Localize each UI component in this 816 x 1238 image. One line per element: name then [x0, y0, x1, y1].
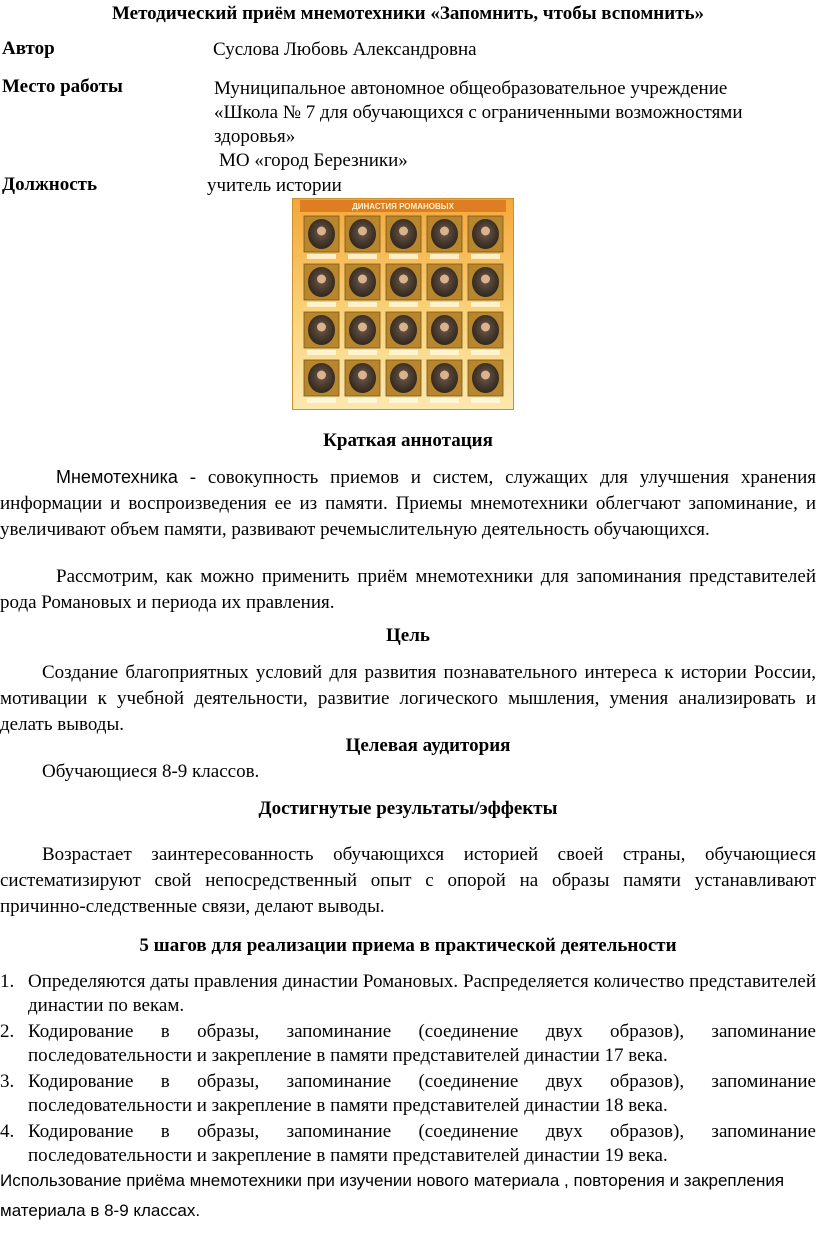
portrait-caption-plate	[430, 350, 459, 355]
goal-text: Создание благоприятных условий для развития познавательного интереса к истории России, мотивации к учебной деятельности, развитие логического мышления, умения анализировать и делать выводы.	[0, 662, 816, 735]
portrait-face	[399, 227, 408, 236]
portrait-face	[481, 227, 490, 236]
portrait-face	[440, 227, 449, 236]
portrait-face	[481, 371, 490, 380]
portrait-face	[481, 323, 490, 332]
step-item: 4. Кодирование в образы, запоминание (соединение двух образов), запоминание последовательности и закрепление в памяти представителей династии 19 века.	[0, 1121, 816, 1166]
annotation-paragraph-1	[0, 464, 816, 543]
portrait-caption-plate	[389, 350, 418, 355]
portrait-face	[358, 227, 367, 236]
step-item: 1. Определяются даты правления династии Романовых. Распределяется количество представителей династии по векам.	[0, 971, 816, 1016]
portrait-caption-plate	[348, 254, 377, 259]
portrait-caption-plate	[307, 398, 336, 403]
portrait-face	[317, 371, 326, 380]
portrait-face	[399, 275, 408, 284]
position-label: Должность	[2, 174, 98, 195]
step-item: 2. Кодирование в образы, запоминание (соединение двух образов), запоминание последовательности и закрепление в памяти представителей династии 17 века.	[0, 1021, 816, 1066]
portrait-face	[317, 227, 326, 236]
portrait-face	[358, 275, 367, 284]
author-value: Суслова Любовь Александровна	[213, 39, 477, 60]
portrait-face	[440, 275, 449, 284]
portrait-caption-plate	[430, 254, 459, 259]
workplace-value-line4: МО «город Березники»	[219, 150, 408, 171]
portrait-caption-plate	[307, 254, 336, 259]
portrait-face	[358, 323, 367, 332]
portrait-face	[399, 371, 408, 380]
portrait-face	[440, 371, 449, 380]
steps-list	[0, 970, 816, 1170]
portrait-caption-plate	[389, 302, 418, 307]
portrait-caption-plate	[307, 302, 336, 307]
poster-header: ДИНАСТИЯ РОМАНОВЫХ	[352, 202, 454, 211]
portrait-face	[317, 323, 326, 332]
goal-heading: Цель	[386, 625, 430, 646]
steps-heading: 5 шагов для реализации приема в практической деятельности	[139, 935, 677, 956]
portrait-face	[440, 323, 449, 332]
portrait-caption-plate	[471, 398, 500, 403]
portrait-caption-plate	[430, 398, 459, 403]
author-label: Автор	[2, 38, 55, 59]
portrait-face	[358, 371, 367, 380]
portrait-caption-plate	[348, 350, 377, 355]
term-mnemonics: Мнемотехника	[56, 467, 178, 487]
results-heading: Достигнутые результаты/эффекты	[258, 798, 558, 819]
portrait-caption-plate	[389, 398, 418, 403]
portrait-caption-plate	[348, 398, 377, 403]
portrait-caption-plate	[471, 302, 500, 307]
portrait-caption-plate	[471, 254, 500, 259]
audience-text: Обучающиеся 8-9 классов.	[42, 761, 260, 782]
portrait-caption-plate	[430, 302, 459, 307]
portrait-caption-plate	[307, 350, 336, 355]
closing-text: Использование приёма мнемотехники при изучении нового материала , повторения и закрепления материала в 8-9 классах.	[0, 1171, 785, 1220]
portrait-face	[317, 275, 326, 284]
results-text: Возрастает заинтересованность обучающихся историей своей страны, обучающиеся систематизируют свой непосредственный опыт с опорой на образы памяти устанавливают причинно-следственные связи, делают выводы.	[0, 844, 816, 917]
portrait-face	[399, 323, 408, 332]
step-item: 3. Кодирование в образы, запоминание (соединение двух образов), запоминание последовательности и закрепление в памяти представителей династии 18 века.	[0, 1071, 816, 1116]
audience-heading: Целевая аудитория	[345, 735, 511, 756]
portrait-caption-plate	[471, 350, 500, 355]
position-value: учитель истории	[207, 175, 342, 196]
document-title: Методический приём мнемотехники «Запомнить, чтобы вспомнить»	[111, 3, 705, 24]
workplace-value-line3: здоровья»	[214, 126, 296, 147]
romanov-dynasty-poster	[292, 198, 514, 410]
portrait-face	[481, 275, 490, 284]
annotation-paragraph-1-text: - совокупность приемов и систем, служащих для улучшения хранения информации и воспроизведения ее из памяти. Приемы мнемотехники облегчают запоминание, и увеличивают объем памяти, развивают речемыслительную деятельность обучающихся.	[0, 467, 816, 540]
annotation-paragraph-2: Рассмотрим, как можно применить приём мнемотехники для запоминания представителей рода Романовых и периода их правления.	[0, 566, 816, 613]
portrait-caption-plate	[348, 302, 377, 307]
portrait-caption-plate	[389, 254, 418, 259]
workplace-value-line2: «Школа № 7 для обучающихся с ограниченными возможностями	[214, 102, 743, 123]
workplace-value-line1: Муниципальное автономное общеобразовательное учреждение	[214, 78, 728, 99]
annotation-heading: Краткая аннотация	[323, 430, 493, 451]
workplace-label: Место работы	[2, 76, 123, 97]
